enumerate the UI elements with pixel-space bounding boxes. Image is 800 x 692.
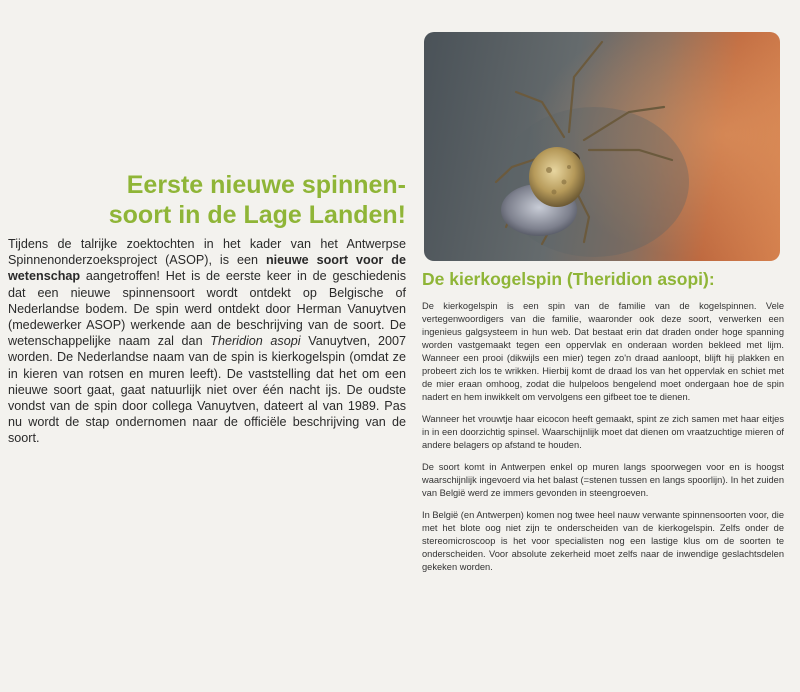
right-paragraph-4: In België (en Antwerpen) komen nog twee heel nauw verwante spinnensoorten voor, die met het blote oog niet zijn te onderscheiden van de kierkogelspin. Zelfs onder de stereomicroscoop is het voor specialisten nog een lastige klus om de soorten te onderscheiden. Voor absolute zekerheid moet zelfs naar de inwendige geslachtsdelen gekeken worden.	[422, 510, 784, 572]
right-article	[422, 268, 784, 583]
body-species-name: Theridion asopi	[210, 334, 301, 349]
body-text-middle: aangetroffen! Het is de eerste keer in de geschiedenis dat een nieuwe spinnensoort wordt ontdekt op Belgische of Nederlandse bodem. De spin werd ontdekt door Herman Vanuytven (medewerker ASOP) werkende aan de beschrijving van de soort. De wetenschappelijke naam zal dan	[8, 269, 406, 349]
right-article-title: De kierkogelspin (Theridion asopi):	[422, 269, 715, 289]
body-text-end: Vanuytven, 2007 worden. De Nederlandse naam van de spin is kierkogelspin (omdat ze in kieren van rotsen en muren leeft). De vaststelling dat het om een nieuwe soort gaat, gaat natuurlijk niet over één nacht ijs. De oudste vondst van de spin door collega Vanuytven, dateert al van 1989. Pas nu wordt de stap ondernomen naar de officiële beschrijving van de soort.	[8, 334, 406, 446]
spider-illustration	[424, 32, 780, 261]
headline-line-1: Eerste nieuwe spinnen-	[126, 171, 406, 199]
right-paragraph-1: De kierkogelspin is een spin van de familie van de kogelspinnen. Vele vertegenwoordigers van die familie, waaronder ook deze soort, verwerken een ingenieus galgsysteem in hun web. Dat bestaat erin dat draden onder hoge spanning worden vastgemaakt tegen een oppervlak en onderaan worden bekleed met lijm. Wanneer een prooi (dikwijls een mier) tegen zo'n draad aanloopt, blijft hij plakken en probeert zich los te wrikken. Hierbij komt de draad los van het oppervlak en schiet met de mier eraan omhoog, zodat die hulpeloos bengelend moet ondergaan hoe de spin nadert en hem inwikkelt om vervolgens een gifbeet toe te dienen.	[422, 301, 784, 402]
left-article-body	[8, 236, 406, 447]
right-paragraph-2: Wanneer het vrouwtje haar eicocon heeft gemaakt, spint ze zich samen met haar eitjes in in een doorzichtig spinsel. Waarschijnlijk moet dat dienen om vraatzuchtige mieren of andere belagers op afstand te houden.	[422, 414, 784, 450]
right-paragraph-3: De soort komt in Antwerpen enkel op muren langs spoorwegen voor en is hoogst waarschijnlijk ingevoerd via het balast (=stenen tussen en langs spoorlijn). In het zuiden van België werd ze immers gevonden in steengroeven.	[422, 462, 784, 498]
article-headline	[8, 170, 406, 230]
left-article	[8, 170, 406, 447]
body-bold-phrase: nieuwe soort voor de wetenschap	[8, 253, 406, 284]
headline-line-2: soort in de Lage Landen!	[108, 201, 406, 229]
spider-photo	[424, 32, 780, 261]
spider-abdomen	[529, 147, 585, 207]
body-text-start: Tijdens de talrijke zoektochten in het kader van het Antwerpse Spinnenonderzoeksproject (ASOP), is een	[8, 237, 406, 268]
